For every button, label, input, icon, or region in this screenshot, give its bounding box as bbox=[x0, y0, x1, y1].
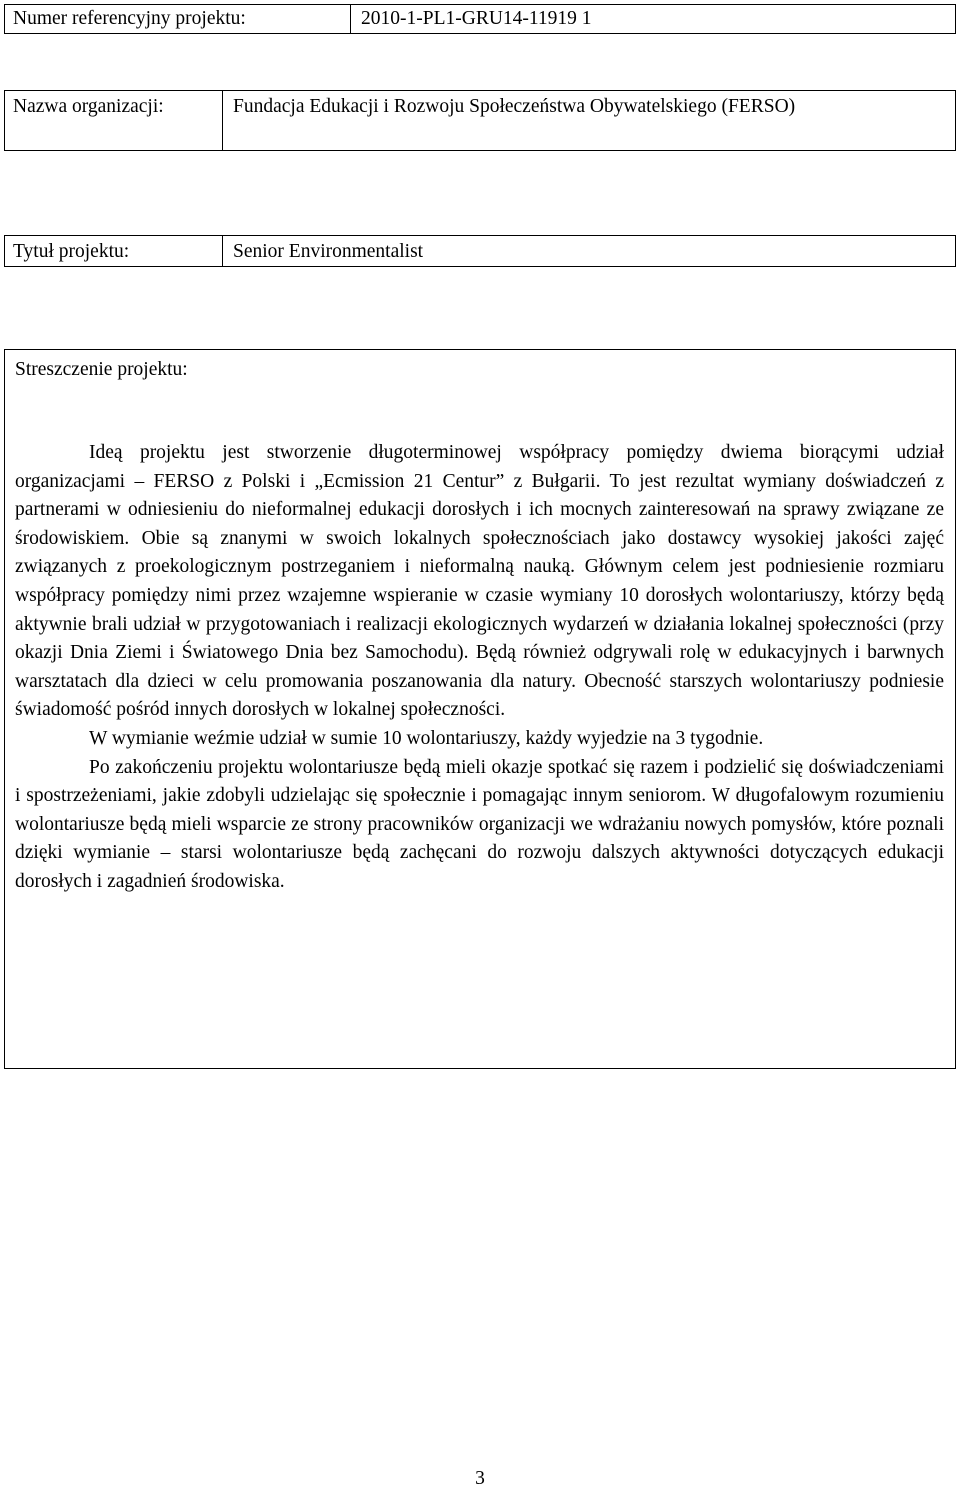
project-title-table bbox=[4, 235, 956, 267]
reference-number-table bbox=[4, 4, 956, 34]
page-number: 3 bbox=[475, 1468, 485, 1489]
summary-paragraph: Ideą projektu jest stworzenie długoterminowej współpracy pomiędzy dwiema biorącymi udział organizacjami – FERSO z Polski i „Ecmission 21 Centur” z Bułgarii. To jest rezultat wymiany doświadczeń z partnerami w odniesieniu do nieformalnej edukacji dorosłych i ich mocnych zainteresowań na sprawy związane ze środowiskiem. Obie są znanymi w swoich lokalnych społecznościach jako dostawcy wysokiej jakości zajęć związanych z proekologicznym postrzeganiem i nieformalną nauką. Głównym celem jest podniesienie rozmiaru współpracy pomiędzy nimi przez wzajemne wspieranie w czasie wymiany 10 dorosłych wolontariuszy, którzy będą aktywnie brali udział w przygotowaniach i realizacji ekologicznych wydarzeń w działania lokalnej społeczności (przy okazji Dnia Ziemi i Światowego Dnia bez Samochodu). Będą również odgrywali rolę w edukacyjnych i barwnych warsztatach dla dzieci w celu promowania poszanowania dla natury. Obecność starszych wolontariuszy podniesie świadomość pośród innych dorosłych w lokalnej społeczności. bbox=[15, 442, 944, 721]
organization-label: Nazwa organizacji: bbox=[5, 91, 223, 150]
summary-paragraph: W wymianie weźmie udział w sumie 10 wolontariuszy, każdy wyjedzie na 3 tygodnie. bbox=[89, 727, 764, 749]
project-title-label: Tytuł projektu: bbox=[5, 236, 223, 266]
project-summary-box bbox=[4, 349, 956, 1069]
project-title-value: Senior Environmentalist bbox=[233, 241, 424, 262]
summary-label: Streszczenie projektu: bbox=[15, 359, 188, 380]
organization-table bbox=[4, 90, 956, 151]
reference-number-value: 2010-1-PL1-GRU14-11919 1 bbox=[361, 8, 592, 29]
summary-text bbox=[15, 439, 944, 897]
reference-number-label: Numer referencyjny projektu: bbox=[5, 5, 351, 33]
summary-paragraph: Po zakończeniu projektu wolontariusze będą mieli okazje spotkać się razem i podzielić się doświadczeniami i spostrzeżeniami, jakie zdobyli udzielając się społecznie i pomagając innym seniorom. W długofalowym rozumieniu wolontariusze będą mieli wsparcie ze strony pracowników organizacji we wdrażaniu nowych pomysłów, które poznali dzięki wymianie – starsi wolontariusze będą zachęcani do rozwoju dalszych aktywności dotyczących edukacji dorosłych i zagadnień środowiska. bbox=[15, 756, 944, 892]
organization-value: Fundacja Edukacji i Rozwoju Społeczeństwa Obywatelskiego (FERSO) bbox=[233, 96, 796, 117]
